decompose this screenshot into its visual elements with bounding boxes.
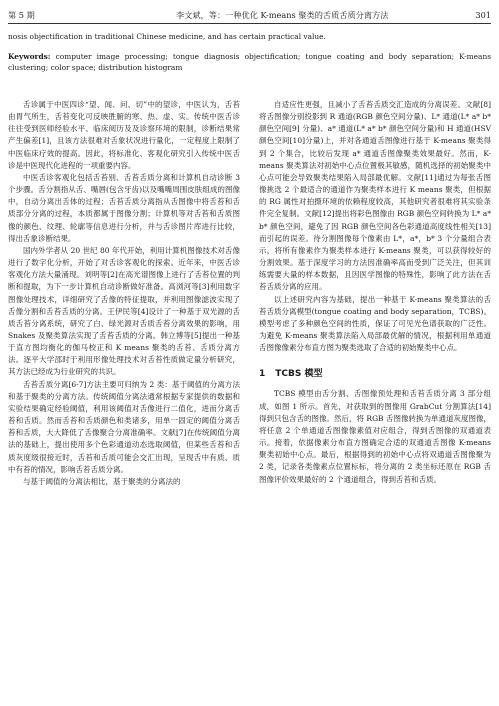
paragraph: 舌诊属于中医四诊“望、闻、问、切”中的望诊，中医认为，舌苔由胃气所生，舌苔变化可反映胜腑的寒、热、虚、实。传统中医舌诊往往受到医师经验水平、临床阅历及及诊察环境的限制，诊断结果常产生偏差[1]，且该方法很难对舌象状况进行量化，一定程度上限制了中医临床疗效的提高。因此，将标准化、客观化研究引入传统中医舌诊是中医现代化进程的一项重要内容。 [8, 100, 240, 170]
issue-number: 第 5 期 [8, 10, 35, 20]
section-number: 1 [259, 369, 266, 380]
page-number: 301 [475, 10, 491, 20]
paragraph: 国内外学者从 20 世纪 80 年代开始，利用计算机图像技术对舌像进行了数字化分析，开始了对舌诊客观化的探索。近年来，中医舌诊客观化方法大量涌现。刘明等[2]在高光谱图像上进行了舌苔位置的判断和提取，为下一步计算机自动诊断做好准备。高浏河等[3]利用数字图像处理技术，详细研究了舌像的特征提取，并利用图像滤波实现了舌像分割和舌苔舌质的分离。王伊民等[4]设计了一种基于双光源的舌质舌苔分离系统，研究了白、绿光源对舌质舌苔分离效果的影响，用 Snakes 及聚类算法实现了舌苔舌质的分离。韩立博等[5]提出一种基于直方图均衡化的伽马校正和 K means 聚类的舌苔、舌质分离方法。逐平大学邵时于利用形像处理技术对舌苔性质做定量分析研究，其方法已经成为行业研究的共识。 [8, 245, 240, 377]
running-title: 李文斌，等：一种优化 K-means 聚类的舌质舌质分离方法 [176, 10, 389, 20]
paragraph: TCBS 模型由舌分割、舌图像预处理和舌苔舌质分离 3 部分组成，如图 1 所示。首先，对获取到的图像用 GrabCut 分割算法[14]得到只包含舌的图像。然后，将 RGB 舌图像转换为单通道灰度图像，将任意 2 个单通道舌图像像素值对应组合，得到舌图像的双通道表示。接着，依据像素分布直方图确定合适的双通道舌图像 K-means 聚类初始中心点。最后，根据得到的初始中心点将双通道舌图像聚为 2 类，记录各类像素点位置标标，将分离的 2 类坐标还原在 RGB 舌图像评价效果最好的 2 个通道组合，得到舌苔和舌质。 [259, 389, 491, 484]
paragraph: 自适应性更强，且减小了舌苔舌质交汇造成的分离误差。文献[8]将舌图像分别投影到 R 通道(RGB 颜色空间分量)、L* 通道(L* a* b* 颜色空间[9] 分量)、a* 通道(L* a* b* 颜色空间分量)和 H 通道(HSV 颜色空间[10]分量)上，并对各通道舌图像进行基于 K-means 聚类得到 2 个集合，比较后发现 a* 通道舌图像聚类效果最好。然而，K-means 聚类算法对初始中心点位置极其敏感，随机选择的初始聚类中心点可能会导致聚类结果陷入局部最优解。文献[11]通过为每张舌图像挑选 2 个最适合的通道作为聚类样本进行 K means 聚类，但根据的 RG 属性对拍摄环境的依赖程度较高，其他研究者很难将其实验条件完全复制。文献[12]提出将彩色图像由 RGB 颜色空间转换为 L* a* b* 颜色空间，避免了因 RGB 颜色空间各色彩通道高度线性相关[13]而引起的误差。待分割图像每个像素由 L*，a*，b* 3 个分量组合表示，将所有像素作为聚类样本进行 K-means 聚类，可以获得较好的分割效果。基于深度学习的方法因准确率高而受到广泛关注，但其训练需要大量的样本数据，且因医学图像的特殊性，影响了此方法在舌苔舌质分离的应用。 [259, 100, 491, 292]
abstract-tail: nosis objectification in traditional Chinese medicine, and has certain practical value. [8, 32, 326, 41]
paragraph: 以上述研究内容为基础，提出一种基于 K-means 聚类算法的舌苔舌质分离模型(tongue coating and body separation，TCBS)。模型考虑了多种颜色空间的性质，保证了可见光色谱获取的广泛性。为避免 K-means 聚类算法陷入局部最优解的情况，根据利用单通道舌图像像素分布直方图为聚类选取了合适的初始聚类中心点。 [259, 294, 491, 353]
keywords-label: Keywords: [8, 52, 51, 61]
keywords [8, 51, 491, 73]
keywords-text: computer image processing; tongue diagnosis objectification; tongue coating and body separation; K-means clustering; color space; distribution histogram [8, 52, 491, 72]
paragraph: 与基于阈值的分离法相比，基于聚类的分离法的 [23, 476, 181, 486]
paragraph: 中医舌诊客观化包括舌苔别、舌苔舌质分离和计算机自动诊断 3 个步骤。舌分割指从舌、嘴唇(包含牙齿)以及嘴嘴周围皮肤组成的图像中，自动分离出舌体的过程；舌苔舌质分离指从舌图像中将舌苔和舌质部分分离的过程，本质都属于图像分割；计算机等对舌苔和舌质图像的颜色、纹理、轮廓等信息进行分析，并与舌诊图片库进行比较，得出舌象诊断结果。 [8, 172, 240, 243]
section-title: TCBS 模型 [275, 369, 323, 380]
left-column [8, 99, 240, 488]
paragraph: 舌苔舌质分离[6-7]方法主要可归纳为 2 类：基于阈值的分离方法和基于聚类的分离方法。传统阈值分离法通常根据专家提供的数据和实验结果确定经验阈值，利用该阈值对舌像进行二值化，进而分离舌苔和舌质。然而舌苔和舌质颜色和类诸多，用单一固定的阈值分离舌苔和舌质，大大降低了舌像聚合分离准确率。文献[7]在传统阈值分离法的基础上，提出使用多个色彩通道动态选取阈值，但某些舌苔和舌质灰度级很接近时，舌苔和舌质可能会交汇出现，呈现舌中有质、质中有苔的情况，影响舌苔舌质分离。 [8, 379, 240, 474]
section-heading [259, 368, 491, 380]
right-column [259, 99, 491, 486]
running-header [8, 9, 491, 24]
